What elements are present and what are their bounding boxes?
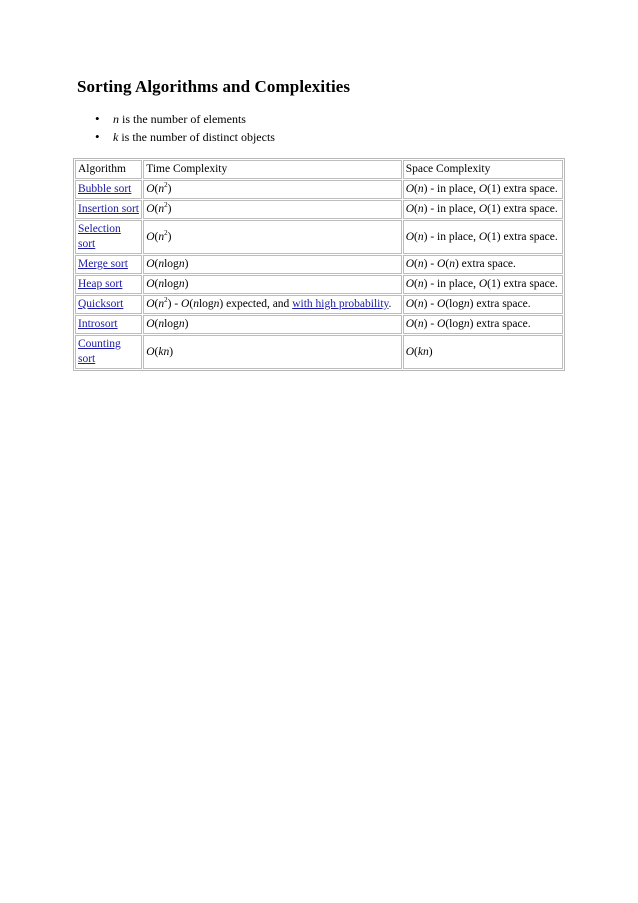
time-complexity-cell: $O(n^2)$ [143,200,402,219]
algorithm-link[interactable]: Introsort [78,318,118,330]
time-complexity-cell: O(nlogn) [143,315,402,334]
definition-variable: n [113,112,119,126]
algorithm-link[interactable]: Quicksort [78,298,124,310]
space-complexity-cell: O(n) - O(logn) extra space. [403,315,563,334]
table-row [75,180,563,199]
time-complexity-cell: $O(n^2)$ [143,180,402,199]
table-row [75,255,563,274]
table-row [75,295,563,314]
algorithm-link[interactable]: Counting sort [78,338,121,365]
header-time-complexity: Time Complexity [143,160,402,179]
space-complexity-cell: O(n) - in place, O(1) extra space. [403,275,563,294]
definition-item-n [95,110,275,128]
algorithm-cell [75,220,142,254]
with-high-probability-link[interactable]: with high probability [292,298,389,310]
algorithm-cell [75,200,142,219]
definitions-list [95,110,275,146]
definition-variable: k [113,130,119,144]
table-row [75,315,563,334]
space-complexity-cell: O(n) - O(logn) extra space. [403,295,563,314]
time-complexity-cell: O(nlogn) [143,275,402,294]
algorithm-cell [75,295,142,314]
time-complexity-cell: O(nlogn) [143,255,402,274]
table-row [75,275,563,294]
complexity-table [73,158,565,371]
time-complexity-cell: O(kn) [143,335,402,369]
algorithm-cell [75,335,142,369]
algorithm-link[interactable]: Insertion sort [78,203,140,215]
table-header-row [75,160,563,179]
table-row [75,200,563,219]
time-complexity-cell: $O(n^2)$ [143,220,402,254]
table-row [75,335,563,369]
definition-text: is the number of elements [119,112,246,126]
algorithm-link[interactable]: Selection sort [78,223,121,250]
definition-item-k [95,128,275,146]
header-algorithm: Algorithm [75,160,142,179]
definition-text: is the number of distinct objects [118,130,275,144]
algorithm-cell [75,255,142,274]
algorithm-cell [75,315,142,334]
algorithm-link[interactable]: Heap sort [78,278,123,290]
space-complexity-cell: O(n) - in place, O(1) extra space. [403,200,563,219]
algorithm-cell [75,180,142,199]
space-complexity-cell: O(n) - in place, O(1) extra space. [403,180,563,199]
space-complexity-cell: O(n) - in place, O(1) extra space. [403,220,563,254]
table-row [75,220,563,254]
header-space-complexity: Space Complexity [403,160,563,179]
page-title: Sorting Algorithms and Complexities [77,77,351,96]
space-complexity-cell: O(kn) [403,335,563,369]
space-complexity-cell: O(n) - O(n) extra space. [403,255,563,274]
algorithm-link[interactable]: Bubble sort [78,183,132,195]
algorithm-cell [75,275,142,294]
algorithm-link[interactable]: Merge sort [78,258,128,270]
time-complexity-cell: $O(n^2) - O(nlogn)$ expected, and with high probability. [143,295,402,314]
